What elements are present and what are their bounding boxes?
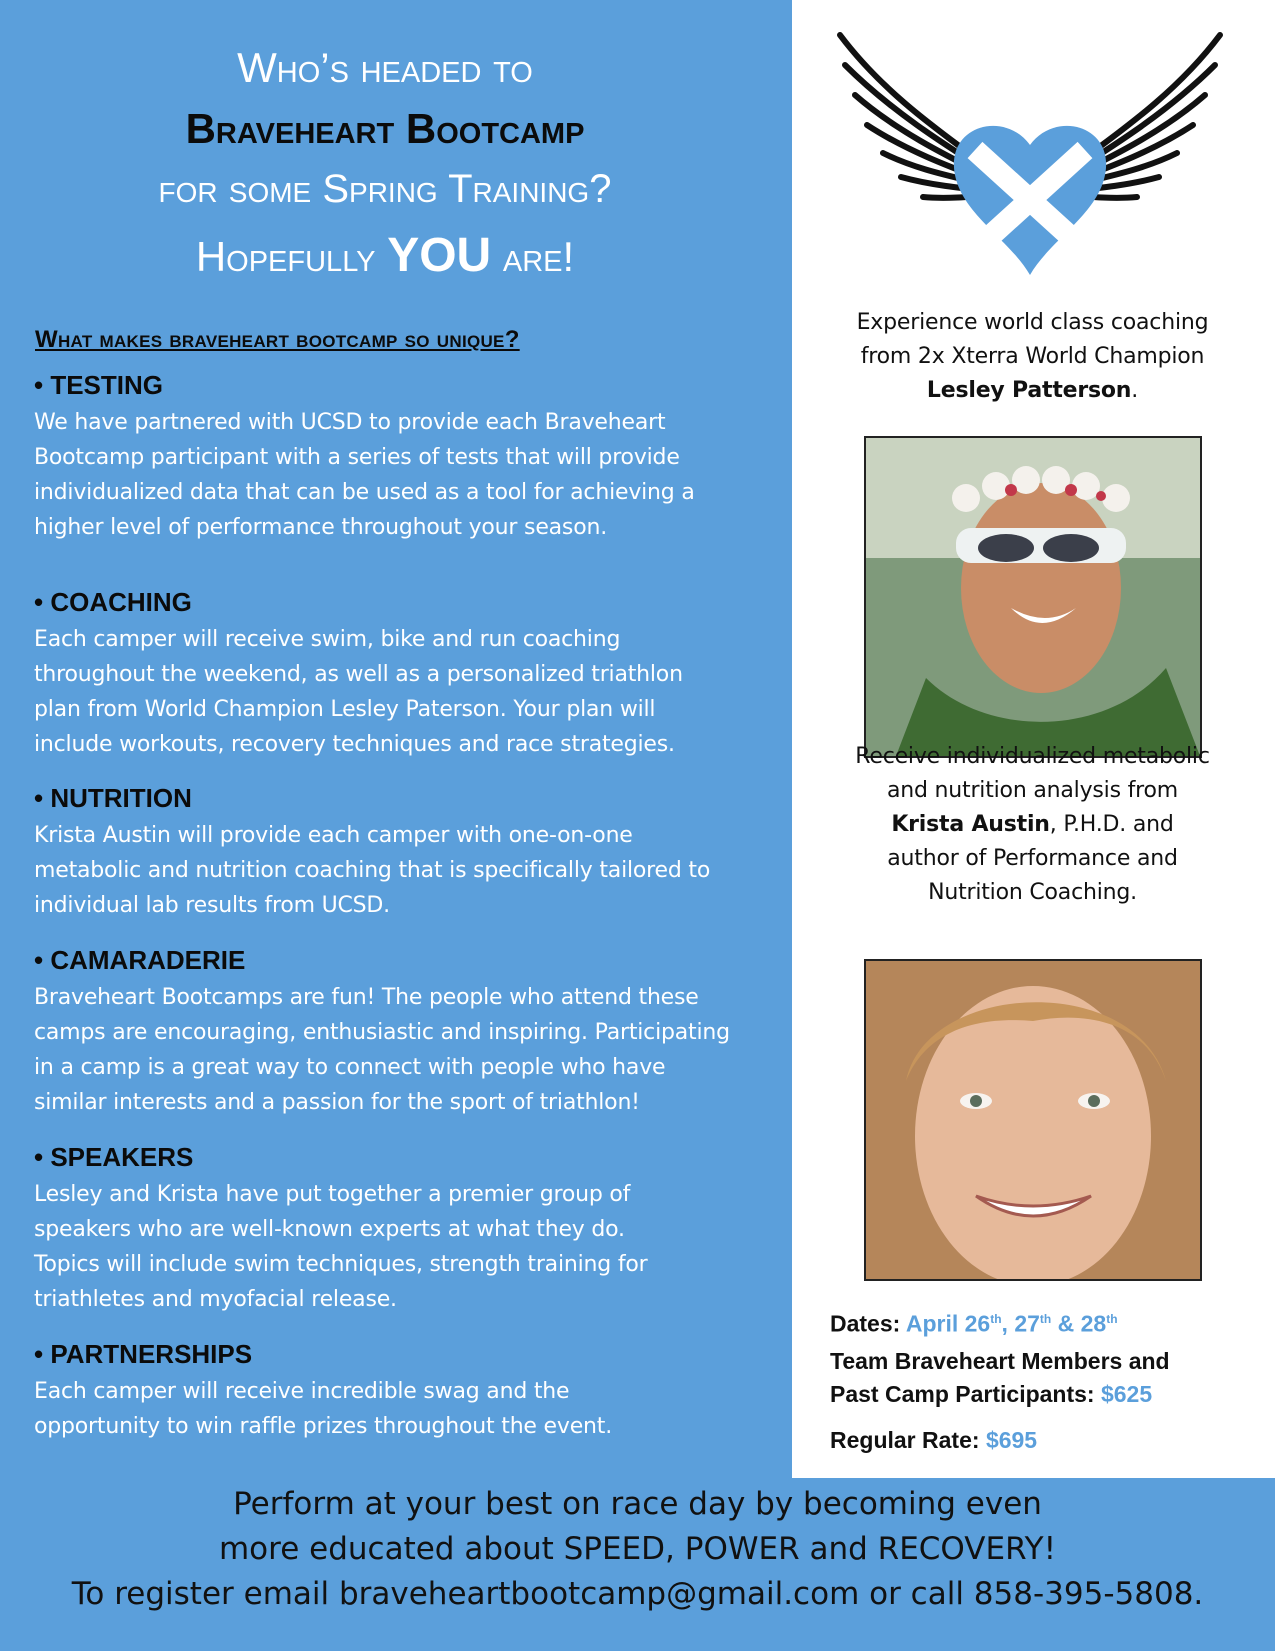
headline-line-4: Hopefully YOU are! (195, 229, 575, 282)
section-title-nutrition: • NUTRITION (34, 783, 192, 813)
section-body-testing: We have partnered with UCSD to provide each Braveheart Bootcamp participant with a series of tests that will provide individualized data that can be used as a tool for achieving a higher level of performance throughout your season. (34, 410, 695, 540)
section-body-camaraderie: Braveheart Bootcamps are fun! The people who attend these camps are encouraging, enthusiastic and inspiring. Participating in a camp is a great way to connect with people who have similar interests and a passion for the sport of triathlon! (34, 985, 730, 1115)
headline-line-2: Braveheart Bootcamp (185, 105, 585, 152)
footer-line-2: more educated about SPEED, POWER and RECOVERY! (218, 1531, 1056, 1567)
members-price-line-2: Past Camp Participants: $625 (830, 1381, 1153, 1407)
section-body-nutrition: Krista Austin will provide each camper with one-on-one metabolic and nutrition coaching that is specifically tailored to individual lab results from UCSD. (34, 823, 711, 918)
section-title-partnerships: • PARTNERSHIPS (34, 1339, 253, 1369)
section-body-coaching: Each camper will receive swim, bike and run coaching throughout the weekend, as well as a personalized triathlon plan from World Champion Lesley Paterson. Your plan will include workouts, recovery techniques and race strategies. (34, 627, 683, 757)
section-title-speakers: • SPEAKERS (34, 1142, 194, 1172)
regular-rate-line: Regular Rate: $695 (830, 1427, 1038, 1453)
section-title-coaching: • COACHING (34, 587, 192, 617)
headline-line-3: for some Spring Training? (158, 167, 612, 211)
members-price-line-1: Team Braveheart Members and (830, 1348, 1170, 1374)
footer-line-3: To register email braveheartbootcamp@gmail.com or call 858-395-5808. (71, 1576, 1204, 1612)
winged-heart-logo-icon (835, 25, 1225, 305)
unique-heading: What makes braveheart bootcamp so unique? (35, 326, 520, 353)
lesley-photo (864, 436, 1202, 758)
dates-line: Dates: April 26th, 27th & 28th (830, 1310, 1118, 1337)
section-title-camaraderie: • CAMARADERIE (34, 945, 246, 975)
headline-line-1: Who’s headed to (237, 44, 533, 91)
headline-emphasis: YOU (387, 229, 492, 282)
caption-lesley: Experience world class coaching from 2x Xterra World Champion Lesley Patterson. (856, 310, 1209, 403)
section-body-partnerships: Each camper will receive incredible swag and the opportunity to win raffle prizes throughout the event. (34, 1379, 613, 1439)
krista-photo (864, 959, 1202, 1281)
caption-krista: Receive individualized metabolic and nutrition analysis from Krista Austin, P.H.D. and author of Performance and Nutrition Coaching. (855, 744, 1210, 905)
section-title-testing: • TESTING (34, 370, 163, 400)
footer-line-1: Perform at your best on race day by becoming even (233, 1486, 1042, 1522)
section-body-speakers: Lesley and Krista have put together a premier group of speakers who are well-known experts at what they do. Topics will include swim techniques, strength training for triathletes and myofacial release. (34, 1182, 648, 1312)
members-price: $625 (1100, 1381, 1153, 1407)
regular-price: $695 (985, 1427, 1038, 1453)
